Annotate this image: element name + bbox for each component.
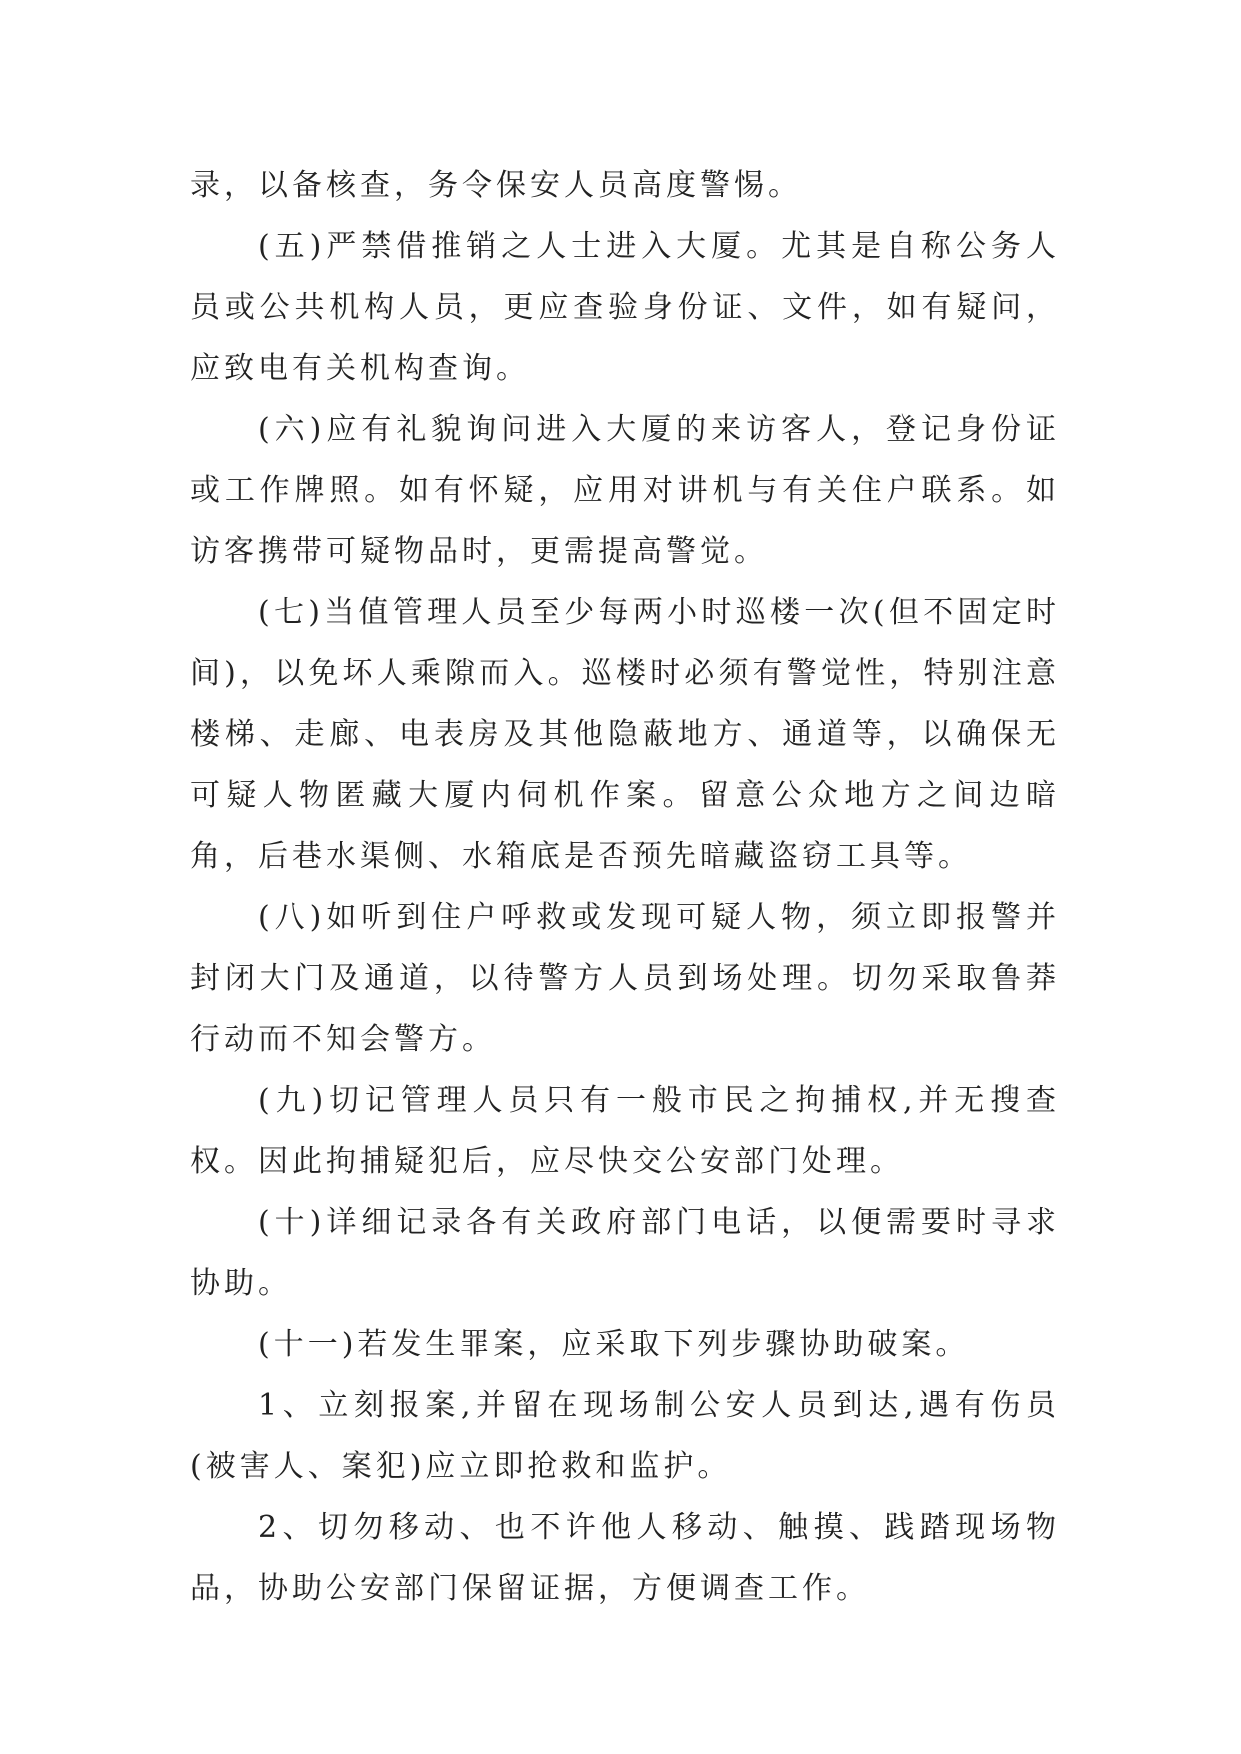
paragraph-item-10: (十)详细记录各有关政府部门电话，以便需要时寻求协助。 — [190, 1205, 1060, 1301]
paragraph-item-9: (九)切记管理人员只有一般市民之拘捕权,并无搜查权。因此拘捕疑犯后，应尽快交公安部门处理。 — [190, 1083, 1060, 1179]
document-body — [190, 155, 1060, 1619]
paragraph-step-2: 2、切勿移动、也不许他人移动、触摸、践踏现场物品，协助公安部门保留证据，方便调查工作。 — [190, 1510, 1060, 1606]
paragraph-item-7: (七)当值管理人员至少每两小时巡楼一次(但不固定时间)，以免坏人乘隙而入。巡楼时必须有警觉性，特别注意楼梯、走廊、电表房及其他隐蔽地方、通道等，以确保无可疑人物匿藏大厦内伺机作案。留意公众地方之间边暗角，后巷水渠侧、水箱底是否预先暗藏盗窃工具等。 — [190, 595, 1060, 874]
paragraph-step-1: 1、立刻报案,并留在现场制公安人员到达,遇有伤员(被害人、案犯)应立即抢救和监护。 — [190, 1388, 1060, 1484]
paragraph-continuation: 录，以备核查，务令保安人员高度警惕。 — [190, 168, 802, 203]
paragraph-item-8: (八)如听到住户呼救或发现可疑人物，须立即报警并封闭大门及通道，以待警方人员到场处理。切勿采取鲁莽行动而不知会警方。 — [190, 900, 1060, 1057]
paragraph-item-6: (六)应有礼貌询问进入大厦的来访客人，登记身份证或工作牌照。如有怀疑，应用对讲机与有关住户联系。如访客携带可疑物品时，更需提高警觉。 — [190, 412, 1060, 569]
paragraph-item-5: (五)严禁借推销之人士进入大厦。尤其是自称公务人员或公共机构人员，更应查验身份证、文件，如有疑问，应致电有关机构查询。 — [190, 229, 1060, 386]
paragraph-item-11: (十一)若发生罪案，应采取下列步骤协助破案。 — [258, 1327, 970, 1362]
